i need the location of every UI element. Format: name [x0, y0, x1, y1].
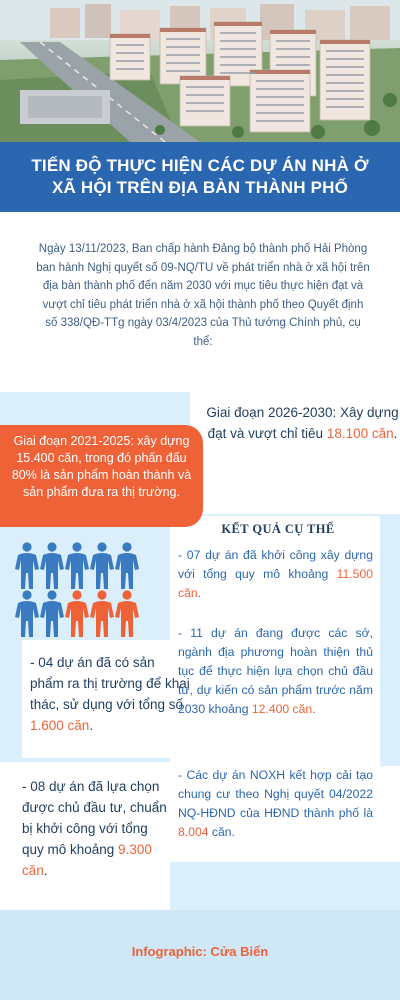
period1-box — [0, 425, 203, 527]
period2-highlight: 18.100 căn — [326, 426, 394, 441]
period1-text: Giai đoạn 2021-2025: xây dựng 15.400 căn, trong đó phấn đấu 80% là sản phẩm hoàn thành và sản phẩm đưa ra thị trường. — [11, 434, 192, 499]
result-3-text: - 04 dự án đã có sản phẩm ra thị trường để khai thác, sử dụng với tổng số — [30, 655, 190, 712]
result-item-3 — [30, 652, 190, 736]
period2-body: Giai đoạn 2026-2030: Xây dựng đạt và vượt chỉ tiêu — [206, 405, 399, 441]
result-item-1 — [178, 546, 373, 603]
result-4-end: . — [231, 825, 235, 839]
result-1-text: - 07 dự án đã khởi công xây dựng với tổng quy mô khoảng — [178, 548, 373, 581]
results-title: KẾT QUẢ CỤ THỂ — [221, 522, 335, 536]
result-4-highlight: 8.004 — [178, 825, 209, 839]
result-2-text: - 11 dự án đang được các sở, ngành địa phương hoàn thiện thủ tục để thực hiện lựa chọn chủ đầu tư, dự kiến có sản phẩm trước năm 2030 khoảng — [178, 626, 373, 716]
intro-section — [0, 212, 400, 392]
result-3-highlight: 1.600 căn — [30, 718, 90, 733]
hero-city-image — [0, 0, 400, 142]
result-5-highlight: 9.300 căn — [22, 842, 152, 878]
intro-text: Ngày 13/11/2023, Ban chấp hành Đảng bộ thành phố Hải Phòng ban hành Nghị quyết số 09-NQ/TU về phát triển nhà ở xã hội trên địa bàn thành phố đến năm 2030 với mục tiêu thực hiện đạt và vượt chỉ tiêu phát triển nhà ở xã hội thành phố theo Quyết định số 338/QĐ-TTg ngày 03/4/2023 của Thủ tướng Chính phủ, cụ thể: — [36, 243, 370, 348]
page-title-line-1: TIẾN ĐỘ THỰC HIỆN CÁC DỰ ÁN NHÀ Ở — [31, 156, 369, 175]
result-5-text: - 08 dự án đã lựa chọn được chủ đầu tư, chuẩn bị khởi công với tổng quy mô khoảng — [22, 779, 167, 857]
result-4-text: - Các dự án NOXH kết hợp cải tạo chung cư theo Nghị quyết 04/2022 NQ-HĐND của HĐND thành phố là — [178, 768, 373, 820]
period2-text — [205, 402, 400, 444]
result-1-highlight: 11.500 căn — [178, 567, 373, 600]
page-title-line-2: XÃ HỘI TRÊN ĐỊA BÀN THÀNH PHỐ — [51, 178, 349, 197]
result-item-2 — [178, 624, 373, 719]
result-5-end: . — [43, 863, 48, 878]
result-item-4 — [178, 766, 373, 842]
people-group-icon — [14, 540, 142, 640]
result-4-unit: căn — [208, 825, 232, 839]
period2-end: . — [393, 426, 398, 441]
result-item-5 — [22, 776, 167, 881]
title-banner — [0, 142, 400, 212]
result-3-end: . — [89, 718, 94, 733]
result-2-end: . — [312, 702, 316, 716]
result-2-highlight: 12.400 căn — [251, 702, 313, 716]
result-1-end: . — [197, 586, 202, 600]
infographic-credit: Infographic: Cửa Biển — [131, 944, 269, 959]
